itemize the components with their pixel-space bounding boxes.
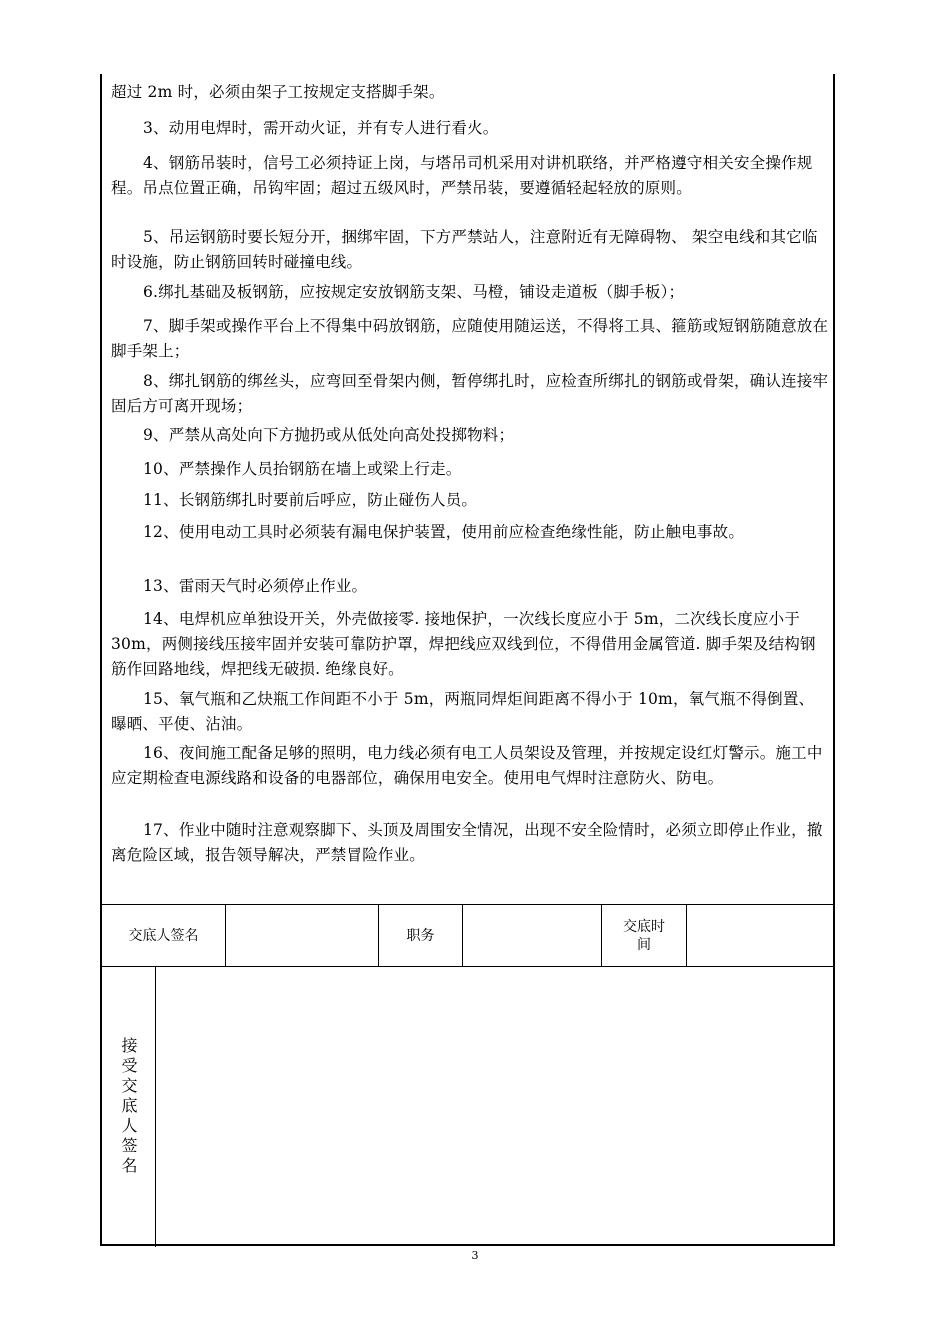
- paragraph-item-10: 10、严禁操作人员抬钢筋在墙上或梁上行走。: [143, 460, 462, 478]
- document-table: [100, 74, 835, 1246]
- paragraph-item-5: 5、吊运钢筋时要长短分开，捆绑牢固，下方严禁站人，注意附近有无障碍物、 架空电线和其它临时设施，防止钢筋回转时碰撞电线。: [111, 228, 818, 271]
- paragraph-item-12: 12、使用电动工具时必须装有漏电保护装置，使用前应检查绝缘性能，防止触电事故。: [143, 523, 745, 541]
- paragraph-item-14: 14、电焊机应单独设开关，外壳做接零. 接地保护，一次线长度应小于 5m，二次线长度应小于 30m，两侧接线压接牢固并安装可靠防护罩，焊把线应双线到位，不得借用金属管道. 脚手架及结构钢筋作回路地线，焊把线无破损. 绝缘良好。: [111, 610, 816, 678]
- presenter-signature-field[interactable]: [226, 905, 379, 966]
- paragraph-item-8: 8、绑扎钢筋的绑丝头，应弯回至骨架内侧，暂停绑扎时，应检查所绑扎的钢筋或骨架，确认连接牢固后方可离开现场；: [111, 372, 829, 415]
- disclosure-time-field[interactable]: [687, 905, 833, 966]
- paragraph-item-6: 6.绑扎基础及板钢筋，应按规定安放钢筋支架、马橙，铺设走道板（脚手板）；: [143, 283, 685, 301]
- disclosure-time-label-text: 交底时间: [623, 918, 665, 953]
- paragraph-item-16: 16、夜间施工配备足够的照明，电力线必须有电工人员架设及管理，并按规定设红灯警示。施工中应定期检查电源线路和设备的电器部位，确保用电安全。使用电气焊时注意防火、防电。: [111, 744, 823, 787]
- paragraph-item-15: 15、氧气瓶和乙炔瓶工作间距不小于 5m，两瓶同焊炬间距离不得小于 10m，氧气瓶不得倒置、曝晒、平使、沾油。: [111, 690, 815, 733]
- paragraph-item-17: 17、作业中随时注意观察脚下、头顶及周围安全情况，出现不安全险情时，必须立即停止作业，撤离危险区域，报告领导解决，严禁冒险作业。: [111, 821, 823, 864]
- position-field[interactable]: [463, 905, 602, 966]
- receiver-signature-label-cell: [102, 967, 156, 1247]
- receiver-signature-label: 接受交底人签名: [119, 1037, 138, 1177]
- paragraph-continuation: 超过 2m 时，必须由架子工按规定支搭脚手架。: [111, 83, 445, 101]
- receiver-signature-field[interactable]: [156, 967, 833, 1247]
- paragraph-item-13: 13、雷雨天气时必须停止作业。: [143, 577, 368, 595]
- page-number: 3: [471, 1249, 479, 1262]
- position-label: 职务: [379, 905, 463, 966]
- receiver-row: [102, 966, 833, 1246]
- disclosure-time-label: [602, 905, 687, 966]
- paragraph-item-11: 11、长钢筋绑扎时要前后呼应，防止碰伤人员。: [143, 491, 478, 509]
- presenter-signature-label: 交底人签名: [102, 905, 226, 966]
- paragraph-item-4: 4、钢筋吊装时，信号工必须持证上岗，与塔吊司机采用对讲机联络，并严格遵守相关安全操作规程。吊点位置正确，吊钩牢固；超过五级风时，严禁吊装，要遵循轻起轻放的原则。: [111, 154, 813, 197]
- signature-row: [102, 904, 833, 966]
- paragraph-item-9: 9、严禁从高处向下方抛扔或从低处向高处投掷物料；: [143, 426, 515, 444]
- paragraph-item-3: 3、动用电焊时，需开动火证，并有专人进行看火。: [143, 119, 499, 137]
- paragraph-item-7: 7、脚手架或操作平台上不得集中码放钢筋，应随使用随运送，不得将工具、箍筋或短钢筋随意放在脚手架上；: [111, 317, 829, 360]
- disclosure-content: [102, 74, 833, 904]
